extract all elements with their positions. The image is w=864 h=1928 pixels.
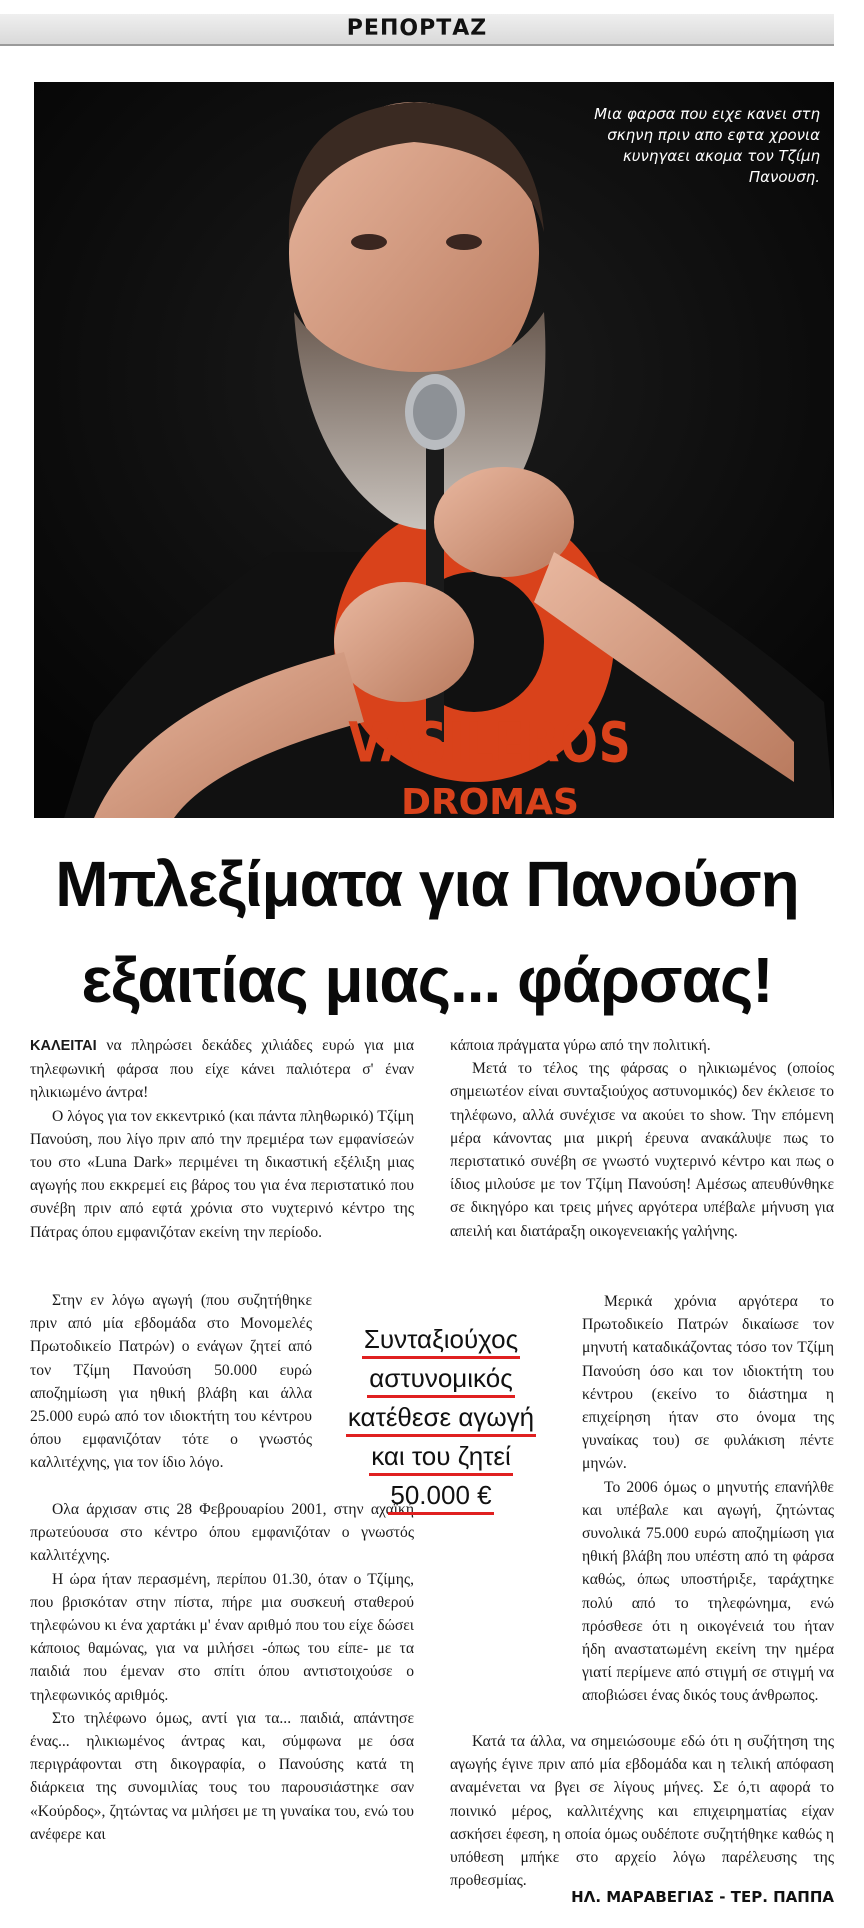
section-label: ΡΕΠΟΡΤΑΖ: [346, 16, 488, 41]
photo-caption: Μια φαρσα που ειχε κανει στη σκηνη πριν απο εφτα χρονια κυνηγαει ακομα τον Τζίμη Πανουση.: [594, 105, 820, 186]
pull-quote: [318, 1320, 564, 1515]
headline-line-2: εξαιτίας μιας... φάρσας!: [81, 944, 773, 1016]
article-column-left-bottom: [30, 1498, 414, 1846]
pull-quote-line: κατέθεσε αγωγή: [346, 1401, 536, 1437]
article-paragraph: Το 2006 όμως ο μηνυτής επανήλθε και υπέβαλε και αγωγή, ζητώντας συνολικά 75.000 ευρώ αποζημίωση για ηθική βλάβη που υπέστη από τη φάρσα καθώς, όπως υποστήριξε, ταράχτηκε πολύ από το τηλεφώνημα, ενώ πρόσθεσε ότι η οικογένειά του ήταν ήδη αναστατωμένη εκείνη την ημέρα γιατί περίμενε από στιγμή σε στιγμή να αποβιώσει ένας δικός τους άνθρωπος.: [582, 1478, 834, 1705]
article-paragraph: κάποια πράγματα γύρω από την πολιτική.: [450, 1037, 711, 1054]
article-column-left: [30, 1034, 414, 1244]
headline: [20, 836, 834, 1028]
lead-word: ΚΑΛΕΙΤΑΙ: [30, 1038, 97, 1054]
article-paragraph: ΚΑΛΕΙΤΑΙ να πληρώσει δεκάδες χιλιάδες ευρώ για μια τηλεφωνική φάρσα που είχε κάνει παλιότερα σ' έναν ηλικιωμένο άντρα!: [30, 1037, 414, 1102]
headline-line-1: Μπλεξίματα για Πανούση: [55, 848, 799, 920]
article-paragraph: Ο λόγος για τον εκκεντρικό (και πάντα πληθωρικό) Τζίμη Πανούση, που λίγο πριν από την πρεμιέρα των εμφανίσεών του στο «Luna Dark» περιμένει τη δικαστική εξέλιξη μιας αγωγής που εκκρεμεί εις βάρος του για ένα περιστατικό που συνέβη πριν από εφτά χρόνια στο νυχτερινό κέντρο της Πάτρας όπου εμφανιζόταν εκείνη την περίοδο.: [30, 1107, 414, 1241]
article-paragraph: Ολα άρχισαν στις 28 Φεβρουαρίου 2001, στην αχαϊκή πρωτεύουσα στο κέντρο όπου εμφανιζόταν ο γνωστός καλλιτέχνης.: [30, 1501, 414, 1565]
article-paragraph: Η ώρα ήταν περασμένη, περίπου 01.30, όταν ο Τζίμης, που βρισκόταν στην πίστα, πήρε μια συσκευή σταθερού τηλεφώνου κι ένα χαρτάκι μ' έναν αριθμό που του είχε δώσει κάποιος θαμώνας, για να μιλήσει -όπως του είπε- με τα παιδιά που έμεναν στο σπίτι όπου αντιστοιχούσε ο τηλεφωνικός αριθμός.: [30, 1570, 414, 1704]
shirt-text-1: VASILEROS: [348, 711, 632, 776]
article-paragraph: Μερικά χρόνια αργότερα το Πρωτοδικείο Πατρών δικαίωσε τον μηνυτή καταδικάζοντας τόσο τον Τζίμη Πανούση όσο και τον ιδιοκτήτη του κέντρου (εκείνο το διάστημα η επιχείρηση ήταν στο όνομα της γυναίκας του) σε φυλάκιση πέντε μηνών.: [582, 1293, 834, 1473]
article-paragraph: Μετά το τέλος της φάρσας ο ηλικιωμένος (οποίος σημειωτέον είναι συνταξιούχος αστυνομικός) δεν έκλεισε το τηλέφωνο, αλλά συνέχισε να ακούει το show. Την επόμενη μέρα κάνοντας μια μικρή έρευνα ανακάλυψε πως το περιστατικό συνέβη σε γνωστό νυχτερινό κέντρο και πως ο ίδιος μιλούσε με τον Τζίμη Πανούση! Αμέσως απευθύνθηκε σε δικηγόρο και τρεις μήνες αργότερα υπέβαλε μήνυση για απειλή και διατάραξη οικογενειακής γαλήνης.: [450, 1060, 834, 1240]
section-header: [0, 14, 834, 46]
article-column-right: [450, 1034, 834, 1243]
byline: ΗΛ. ΜΑΡΑΒΕΓΙΑΣ - ΤΕΡ. ΠΑΠΠΑ: [571, 1888, 834, 1906]
pull-quote-line: 50.000 €: [388, 1479, 493, 1515]
article-paragraph: Στο τηλέφωνο όμως, αντί για τα... παιδιά, απάντησε ένας... ηλικιωμένος άντρας και, σύμφωνα με όσα περιγράφονται στη δικογραφία, ο Πανούσης κατά τη διάρκεια της συνομιλίας τους του παρουσιάστηκε σαν «Κούρδος», ζητώντας να μιλήσει με τη γυναίκα του, ενώ του ανέφερε και: [30, 1709, 414, 1843]
article-column-right-bottom: [450, 1730, 834, 1892]
article-column-left-narrow: [30, 1289, 312, 1475]
pull-quote-line: και του ζητεί: [369, 1440, 513, 1476]
article-paragraph: Στην εν λόγω αγωγή (που συζητήθηκε πριν από μία εβδομάδα στο Μονομελές Πρωτοδικείο Πατρών) ο ενάγων ζητεί από τον Τζίμη Πανούση 50.000 ευρώ αποζημίωση για ηθική βλάβη και άλλα 25.000 ευρώ από τον ιδιοκτήτη του κέντρου όπου εμφανιζόταν τότε ο γνωστός καλλιτέχνης, για τον ίδιο λόγο.: [30, 1292, 312, 1472]
pull-quote-line: αστυνομικός: [367, 1362, 514, 1398]
article-photo: [34, 82, 834, 818]
article-column-right-narrow: [582, 1290, 834, 1708]
pull-quote-line: Συνταξιούχος: [362, 1323, 520, 1359]
article-paragraph: Κατά τα άλλα, να σημειώσουμε εδώ ότι η συζήτηση της αγωγής έγινε πριν από μία εβδομάδα και η τελική απόφαση αναμένεται να βγει σε λίγους μήνες. Σε ό,τι αφορά το ποινικό μέρος, καλλιτέχνης και επιχειρηματίας είχαν ασκήσει έφεση, η οποία όμως ουδέποτε συζητήθηκε καθώς η υπόθεση μπήκε στο αρχείο λόγω παρέλευσης της προθεσμίας.: [450, 1733, 834, 1890]
shirt-text-2: DROMAS: [401, 782, 579, 818]
photo-illustration: [34, 82, 834, 818]
